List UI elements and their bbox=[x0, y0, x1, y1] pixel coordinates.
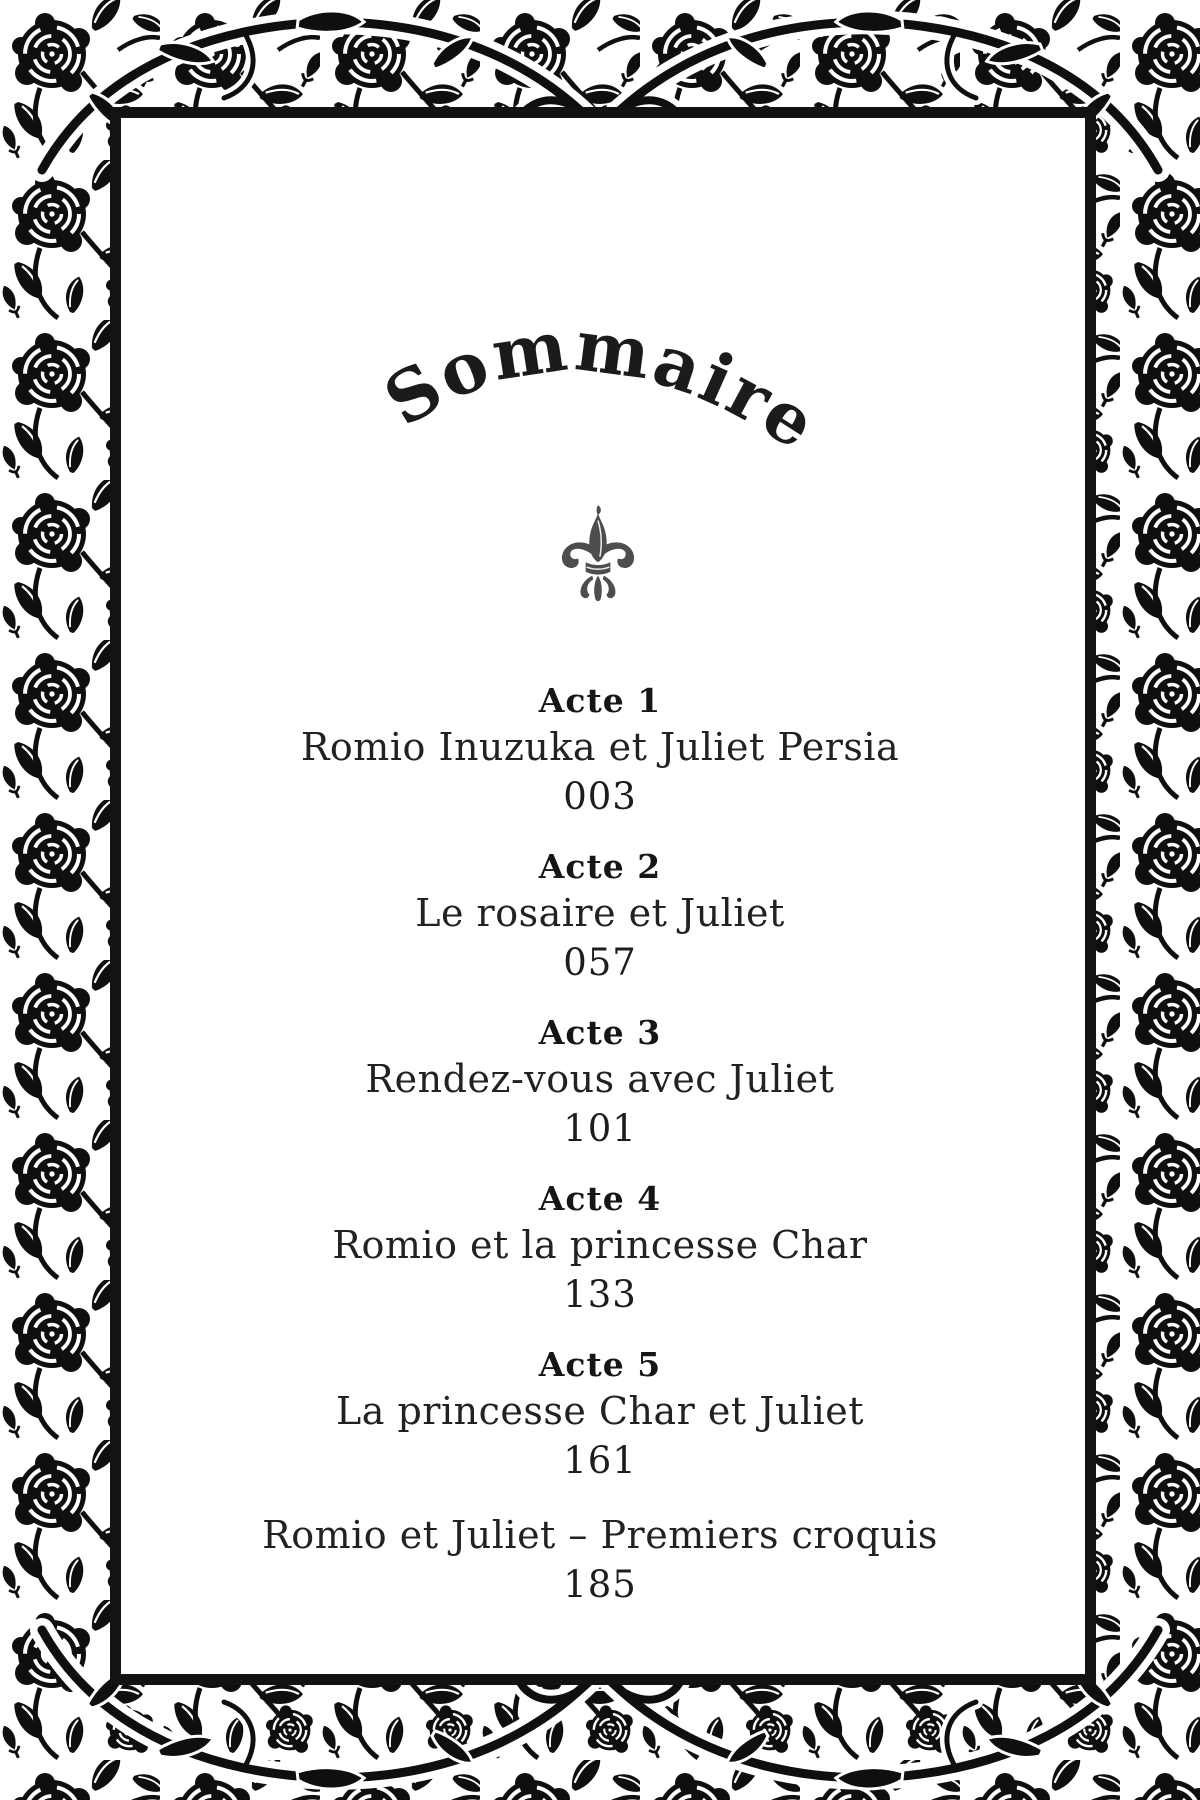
toc-entry-page: 003 bbox=[563, 775, 637, 819]
toc-list bbox=[0, 680, 1200, 1634]
toc-entry-title: La princesse Char et Juliet bbox=[336, 1389, 864, 1434]
toc-entry-title: Rendez-vous avec Juliet bbox=[365, 1057, 835, 1102]
toc-entry-act: Acte 1 bbox=[538, 681, 662, 720]
page-title: Sommaire bbox=[370, 303, 833, 467]
toc-entry bbox=[0, 1344, 1200, 1486]
toc-entry-page: 161 bbox=[563, 1439, 637, 1483]
toc-entry-page: 057 bbox=[563, 941, 637, 985]
toc-entry-page: 101 bbox=[563, 1107, 637, 1151]
toc-entry bbox=[0, 680, 1200, 822]
toc-entry-page: 185 bbox=[563, 1563, 637, 1606]
toc-entry bbox=[0, 846, 1200, 988]
toc-entry-title: Romio et Juliet – Premiers croquis bbox=[262, 1512, 938, 1557]
toc-entry bbox=[0, 1012, 1200, 1154]
toc-entry bbox=[0, 1178, 1200, 1320]
toc-entry-title: Le rosaire et Juliet bbox=[415, 891, 785, 936]
title-ornament-layer bbox=[0, 0, 1200, 700]
fleur-de-lis-icon bbox=[562, 505, 634, 601]
toc-entry-act: Acte 2 bbox=[538, 846, 662, 886]
toc-entry-act: Acte 5 bbox=[538, 1344, 662, 1384]
toc-entry-page: 133 bbox=[563, 1273, 637, 1317]
toc-entry-act: Acte 4 bbox=[538, 1178, 662, 1218]
toc-entry-act: Acte 3 bbox=[538, 1012, 662, 1052]
toc-entry-title: Romio et la princesse Char bbox=[332, 1223, 868, 1268]
toc-entry bbox=[0, 1510, 1200, 1610]
toc-entry-title: Romio Inuzuka et Juliet Persia bbox=[300, 725, 900, 770]
